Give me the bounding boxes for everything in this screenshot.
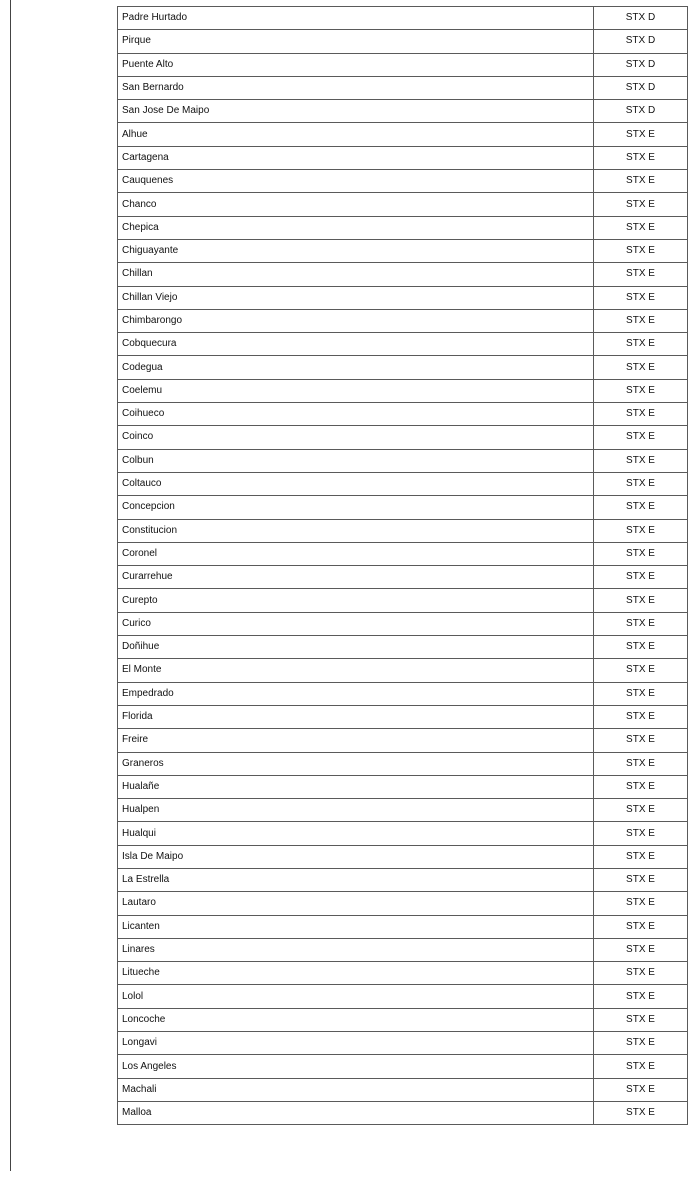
zone-code-cell: STX E: [594, 309, 688, 332]
commune-name-cell: Coltauco: [118, 472, 594, 495]
zone-code-cell: STX E: [594, 193, 688, 216]
table-row: [118, 612, 688, 635]
commune-name-cell: Cobquecura: [118, 333, 594, 356]
zone-code-cell: STX E: [594, 775, 688, 798]
commune-name-cell: Chiguayante: [118, 239, 594, 262]
table-row: [118, 356, 688, 379]
zone-code-cell: STX E: [594, 333, 688, 356]
zone-code-cell: STX E: [594, 426, 688, 449]
zone-code-cell: STX E: [594, 915, 688, 938]
commune-name-cell: Chepica: [118, 216, 594, 239]
zone-code-cell: STX E: [594, 566, 688, 589]
commune-name-cell: Codegua: [118, 356, 594, 379]
zone-code-cell: STX E: [594, 729, 688, 752]
table-row: [118, 752, 688, 775]
commune-name-cell: Hualqui: [118, 822, 594, 845]
zone-code-cell: STX E: [594, 449, 688, 472]
zone-code-cell: STX E: [594, 1078, 688, 1101]
commune-name-cell: Empedrado: [118, 682, 594, 705]
commune-name-cell: Coinco: [118, 426, 594, 449]
table-row: [118, 1008, 688, 1031]
table-row: [118, 193, 688, 216]
table-row: [118, 589, 688, 612]
zone-code-cell: STX D: [594, 30, 688, 53]
commune-name-cell: Malloa: [118, 1101, 594, 1124]
zone-code-cell: STX E: [594, 216, 688, 239]
zone-code-cell: STX E: [594, 146, 688, 169]
zone-code-cell: STX E: [594, 868, 688, 891]
zone-code-cell: STX E: [594, 542, 688, 565]
commune-name-cell: Chanco: [118, 193, 594, 216]
table-row: [118, 845, 688, 868]
commune-name-cell: Loncoche: [118, 1008, 594, 1031]
commune-name-cell: Concepcion: [118, 496, 594, 519]
zone-code-cell: STX E: [594, 636, 688, 659]
table-row: [118, 1078, 688, 1101]
commune-name-cell: Colbun: [118, 449, 594, 472]
table-row: [118, 379, 688, 402]
table-row: [118, 123, 688, 146]
zone-code-cell: STX E: [594, 1101, 688, 1124]
commune-name-cell: Los Angeles: [118, 1055, 594, 1078]
table-row: [118, 100, 688, 123]
table-row: [118, 915, 688, 938]
commune-zone-table: [117, 6, 688, 1125]
table-row: [118, 309, 688, 332]
zone-code-cell: STX E: [594, 263, 688, 286]
commune-name-cell: Curarrehue: [118, 566, 594, 589]
table-row: [118, 216, 688, 239]
commune-name-cell: Lautaro: [118, 892, 594, 915]
table-row: [118, 962, 688, 985]
table-row: [118, 775, 688, 798]
table-row: [118, 519, 688, 542]
zone-code-cell: STX E: [594, 799, 688, 822]
commune-name-cell: Cauquenes: [118, 170, 594, 193]
zone-code-cell: STX E: [594, 170, 688, 193]
zone-code-cell: STX E: [594, 496, 688, 519]
commune-name-cell: Freire: [118, 729, 594, 752]
commune-name-cell: Coihueco: [118, 403, 594, 426]
commune-name-cell: Machali: [118, 1078, 594, 1101]
zone-code-cell: STX E: [594, 286, 688, 309]
commune-name-cell: Isla De Maipo: [118, 845, 594, 868]
table-row: [118, 1101, 688, 1124]
commune-name-cell: El Monte: [118, 659, 594, 682]
commune-name-cell: Constitucion: [118, 519, 594, 542]
commune-name-cell: Licanten: [118, 915, 594, 938]
commune-name-cell: Hualañe: [118, 775, 594, 798]
commune-name-cell: Puente Alto: [118, 53, 594, 76]
commune-name-cell: Lolol: [118, 985, 594, 1008]
left-margin-rule: [10, 0, 11, 1171]
commune-name-cell: Coelemu: [118, 379, 594, 402]
table-row: [118, 705, 688, 728]
commune-name-cell: Padre Hurtado: [118, 7, 594, 30]
zone-code-cell: STX E: [594, 519, 688, 542]
zone-code-cell: STX E: [594, 752, 688, 775]
commune-name-cell: Curepto: [118, 589, 594, 612]
commune-name-cell: Curico: [118, 612, 594, 635]
zone-code-cell: STX E: [594, 589, 688, 612]
table-row: [118, 659, 688, 682]
zone-code-cell: STX E: [594, 985, 688, 1008]
table-row: [118, 286, 688, 309]
zone-code-cell: STX E: [594, 1008, 688, 1031]
table-row: [118, 146, 688, 169]
commune-name-cell: Florida: [118, 705, 594, 728]
zone-code-cell: STX E: [594, 682, 688, 705]
table-row: [118, 403, 688, 426]
table-row: [118, 7, 688, 30]
zone-code-cell: STX E: [594, 659, 688, 682]
commune-name-cell: Chimbarongo: [118, 309, 594, 332]
zone-code-cell: STX E: [594, 822, 688, 845]
commune-zone-table-body: [118, 7, 688, 1125]
commune-name-cell: Doñihue: [118, 636, 594, 659]
commune-name-cell: Coronel: [118, 542, 594, 565]
zone-code-cell: STX E: [594, 403, 688, 426]
zone-code-cell: STX E: [594, 612, 688, 635]
commune-name-cell: Graneros: [118, 752, 594, 775]
zone-code-cell: STX E: [594, 472, 688, 495]
commune-name-cell: Pirque: [118, 30, 594, 53]
table-row: [118, 472, 688, 495]
zone-code-cell: STX E: [594, 239, 688, 262]
table-row: [118, 239, 688, 262]
table-row: [118, 1055, 688, 1078]
table-row: [118, 729, 688, 752]
commune-name-cell: La Estrella: [118, 868, 594, 891]
table-row: [118, 822, 688, 845]
table-row: [118, 799, 688, 822]
table-row: [118, 76, 688, 99]
commune-name-cell: Alhue: [118, 123, 594, 146]
table-row: [118, 333, 688, 356]
table-row: [118, 892, 688, 915]
zone-code-cell: STX E: [594, 1032, 688, 1055]
table-row: [118, 682, 688, 705]
zone-code-cell: STX E: [594, 356, 688, 379]
commune-name-cell: Litueche: [118, 962, 594, 985]
zone-code-cell: STX E: [594, 379, 688, 402]
table-row: [118, 1032, 688, 1055]
table-row: [118, 170, 688, 193]
zone-code-cell: STX E: [594, 962, 688, 985]
zone-code-cell: STX D: [594, 7, 688, 30]
table-row: [118, 566, 688, 589]
commune-name-cell: San Jose De Maipo: [118, 100, 594, 123]
commune-name-cell: Linares: [118, 938, 594, 961]
table-row: [118, 496, 688, 519]
table-row: [118, 985, 688, 1008]
table-row: [118, 542, 688, 565]
commune-name-cell: San Bernardo: [118, 76, 594, 99]
table-row: [118, 30, 688, 53]
zone-code-cell: STX E: [594, 123, 688, 146]
commune-name-cell: Hualpen: [118, 799, 594, 822]
table-row: [118, 868, 688, 891]
zone-code-cell: STX D: [594, 76, 688, 99]
table-row: [118, 53, 688, 76]
zone-code-cell: STX E: [594, 892, 688, 915]
table-row: [118, 449, 688, 472]
table-row: [118, 426, 688, 449]
table-row: [118, 263, 688, 286]
zone-code-cell: STX E: [594, 1055, 688, 1078]
commune-name-cell: Cartagena: [118, 146, 594, 169]
zone-code-cell: STX E: [594, 938, 688, 961]
commune-name-cell: Chillan Viejo: [118, 286, 594, 309]
zone-code-cell: STX E: [594, 845, 688, 868]
zone-code-cell: STX D: [594, 100, 688, 123]
zone-code-cell: STX E: [594, 705, 688, 728]
table-row: [118, 636, 688, 659]
table-row: [118, 938, 688, 961]
commune-name-cell: Longavi: [118, 1032, 594, 1055]
commune-name-cell: Chillan: [118, 263, 594, 286]
zone-code-cell: STX D: [594, 53, 688, 76]
